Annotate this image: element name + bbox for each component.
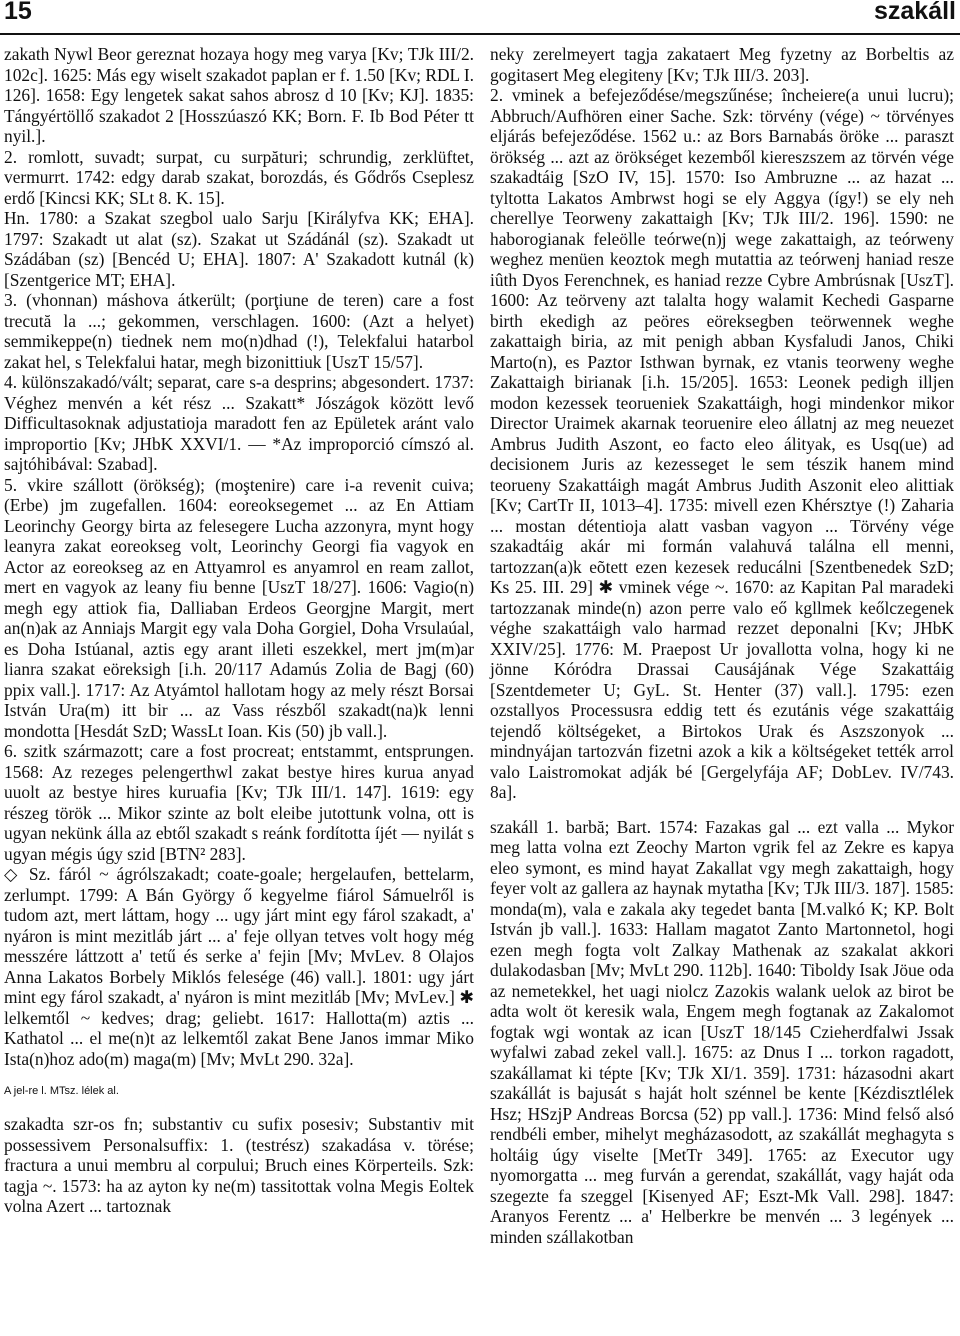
entry-paragraph: 5. vkire szállott (örökség); (moştenire) care i-a revenit cuiva; (Erbe) jm zugefallen. 1604: eoreoksegemet ... az En Attiam Leorinchy Georgy birta az felesegere Lucha azzonyra, mynt hogy leanyra zakat eoreokseg volt, Leorinchy Georgi fia vagyok en Actor az eoreokseg az en Attyamrol es anyamrol en ream zallot, mert en vagyok az leany fiu benne [UszT 18/27]. 1606: Vagio(n) megh egy attiok fia, Dalliaban Erdeos Georgjne Margit, mert an(n)ak az Anniajs Margit egy vala Doha Gorgiel, Doha Vrsulaúal, es Doha Istúanal, aztis egy arant illeti eszekkel, mert jm(m)ar lianra szakat eöreksigh [i.h. 20/117 Adamús Zolia de Bagj (60) ppix vall.]. 1717: Az Atyámtol hallotam hogy az mely részt Borsai István Ura(m) itt bir ... az Vass részből szakadt(na)k lenni mondotta [Hesdát SzD; WassLt Ioan. Kis (50) jb vall.]. [4, 474, 474, 741]
running-head: szakáll [873, 0, 956, 25]
entry-paragraph: szakáll 1. barbă; Bart. 1574: Fazakas gal ... ezt valla ... Mykor meg latta volna ezt Zeochy Marton vgrik fel az Zekre es kapya eleo symont, es mind hayat Zakallat vgy megh zakattaigh, hogy feyer volt az gallera az haynak mytatha [Kv; TJk III/3. 187]. 1585: monda(m), vala e zakala aky tegedet banta [M.valkó K; KP. Bolt István jb vall.]. 1633: Hallam magatot Zanto Martonnetol, hogi ezen megh fogta volt Zalkay Mathenak az szakalat akkori dulakodasban [Mv; MvLt 290. 112b]. 1640: Tiboldy Isak Jöue oda az nemetekkel, het uagi niolcz Zazokis walank uelok az birot be adta wolt öt keresik wala, Engem megh fogtanak az Zakalomot fogtak wgi wontak az ican [UszT 18/145 Czieherdfalwi Jssak wyfalwi zabad zekel vall.]. 1675: az Dnus I ... torkon ragadott, szakállamat ki tépte [Kv; TJk XI/1. 359]. 1731: házasodni akart szakállát is bajusát s haját holt szénnel be kente [Kézdisztlélek Hsz; HSzjP Andreas Borcsa (52) pp vall.]. 1736: Mind felső alsó rendbéli ember, mihelyt megházasodott, az szakállát meghagyta s holtáig úgy viselte [MetTr 349]. 1765: az Executor ugy nyomorgatta ... meg furván a gerendat, szakállát, vagy haját oda szegezte fa szeggel [Kisenyed AF; Eszt-Mk Vall. 298]. 1847: Aranyos Ferentz ... a' Helberkre be menvén ... 3 legények ... minden szállakotban [490, 816, 954, 1247]
entry-gap [490, 803, 954, 817]
entry-paragraph: szakadta szr-os fn; substantiv cu sufix posesiv; Substantiv mit possessivem Personalsuffix: 1. (testrész) szakadása v. törése; fractura a unui membru al corpului; Bruch eines Körperteils. Szk: tagja ~. 1573: ha az ayton ky ne(m) tassitottak volna Megis Eoltek volna Azert ... tartoznak [4, 1114, 474, 1216]
entry-paragraph: ◇ Sz. fáról ~ ágrólszakadt; coate-goale; hergelaufen, bettelarm, zerlumpt. 1799: A Bán György ő kegyelme fiárol Sámuelről is tudom azt, mert láttam, hogy ... ugy járt mint egy fárol szakadt, a' nyáron is mint mezitláb járt ... a' feje ollyan tetves volt hogy még messzére láttzott a' tetű és serke a' fejin [Mv; MvLev. 8 Olajos Anna Lakatos Borbely Miklós felesége (46) vall.]. 1801: ugy járt mint egy fárol szakadt, a' nyáron is mint mezitláb [Mv; MvLev.] ✱ lelkemtől ~ kedves; drag; geliebt. 1617: Hallotta(m) aztis ... Kathatol ... el me(n)t az lelkemtől zakat Bene Janos immar Miko Ista(n)hoz ado(m) maga(m) [Mv; MvLt 290. 32a]. [4, 864, 474, 1069]
footnote: A jel-re l. MTsz. lélek al. [4, 1085, 119, 1097]
entry-paragraph: 4. különszakadó/vált; separat, care s-a desprins; abgesondert. 1737: Véghez menvén a két rész ... Szakatt* Jószágok között levő Difficultasoknak adjustatioja maradott fen az Epületek aránt valo improportio [Kv; JHbK XXVI/1. — *Az improporció címszó al. sajtóhibával: Szabad]. [4, 372, 474, 474]
page-header [0, 0, 960, 30]
entry-paragraph: neky zerelmeyert tagja zakataert Meg fyzetny az Borbeltis az gogitasert Meg elegiteny [Kv; TJk III/3. 203]. [490, 44, 954, 85]
entry-paragraph: Hn. 1780: a Szakat szegbol ualo Sarju [Királyfva KK; EHA]. 1797: Szakadt ut alat (sz). Szakat ut Szádánál (sz). Szakadt ut Szádában (sz) [Bencéd U; EHA]. 1807: A' Szakadott kutnál (k) [Szentgerice MT; EHA]. [4, 208, 474, 290]
entry-paragraph: 2. vminek a befejeződése/megszűnése; încheiere(a unui lucru); Abbruch/Aufhören einer Sache. Szk: törvény (vége) ~ törvényes eljárás befejeződése. 1562 u.: az Bors Barnabás öröke ... paraszt örökség ... azt az örökséget kezemből kiereszszem az törvén vége szakadtáig [SzO IV, 15]. 1570: Iso Ambruzne ... az hazat ... tyltotta Lakatos Ambrwst hogi se ely Aggya (így!) se ely neh cherellye Teorweny zakattaigh [Kv; TJk III/2. 196]. 1590: ne haborogianak feleölle teórwe(n)j wege zakattaigh, az teórweny weghez menüen keoztok megh mutattia az teórwenj haniad resze iûth Dyos Ferenchnek, es haniad rezze Cybre Ambrúsnak [UszT]. 1600: Az teörveny azt talalta hogy walamit Kechedi Gasparne birth ekedigh az peöres eöreksegben teörwennek weghe zakattaigh biria, az mit penigh abban Kysfaludi Janos, Chiki Marto(n), es Paztor Isthwan byrnak, ez vtanis teorweny weghe Zakattaigh birianak [i.h. 15/205]. 1653: Leonek pedigh illjen modon kezessek teorueniek Szakattáigh, hogi mindenkor mikor Director Uraimek akarnak teoruenire eleo állatnj az meg neuezet Ambrus Judith Aszont, eo facto eleo álityak, es Usq(ue) ad decisionem Juris az kezesseget le sem tészik hanem mind teorueny Szakattáigh magát Ambrus Judith Aszonit eleo alittiak [Kv; CartTr II, 1013–4]. 1735: mivell ezen Khérsztye (!) Zaharia ... mostan détentioja alatt vasban vagyon ... Törvény vége szakadtáig akár mi formán valahuvá találna ell menni, tartozzan(a)k eõtett ezen kezesek reducálni [Szentbenedek SzD; Ks 25. III. 29] ✱ vminek vége ~. 1670: az Kapitan Pal maradeki tartozzanak minde(n) azon perre valo eő kgllmek keőlczegenek véghe szakattáigh valo harmad rezzet deponalni [Kv; JHbK XXIV/25]. 1776: M. Praepost Ur jovallotta volna, hogy ki ne jönne Kóródra Drassai Causájának Vége Szakattáig [Szentdemeter U; GyL. St. Henter (37) vall.]. 1795: ezen ozstallyos Processusra eddig tett és ezutánis vége szakattáig tejendő költségeket, a Birtokos Urak és Aszszonyok ... mindnyájan tartozván fizetni azok a kik a költségeket tették arrol valo Laistromokat adják bé [Gergelyfája AF; DobLev. IV/743. 8a]. [490, 85, 954, 802]
entry-paragraph: 3. (vhonnan) máshova átkerült; (porţiune de teren) care a fost trecută la ...; gekommen, verschlagen. 1600: (Azt a helyet) semmikeppe(n) tiednek nem mo(n)dhad (!), Telekfalui hatarbol zakat hel, s Telekfalui hatar, megh bizonittiuk [UszT 15/57]. [4, 290, 474, 372]
left-column [4, 44, 474, 1217]
entry-paragraph: 2. romlott, suvadt; surpat, cu surpături; schrundig, zerklüftet, vermurrt. 1742: edgy darab szakat, borozdás, és Gődrős Cseplesz erdő [Kincsi KK; SLt 8. K. 15]. [4, 146, 474, 208]
entry-paragraph: 6. szitk származott; care a fost procreat; entstammt, entsprungen. 1568: Az rezeges pelengerthwl zakat bestye hires kurua anyad uuolt az bestye hires kuruafia [Kv; TJk III/1. 147]. 1619: egy részeg török ... Mikor szinte az bolt eleibe jutottunk volna, ott is ugyan nekünk álla az ebtől szakadt s reánk fordította íjét — nyilát s ugyan mégis úgy szid [BTN² 283]. [4, 741, 474, 864]
right-column [490, 44, 954, 1247]
entry-paragraph: zakath Nywl Beor gereznat hozaya hogy meg varya [Kv; TJk III/2. 102c]. 1625: Más egy wiselt szakadot paplan er f. 1.50 [Kv; RDL I. 126]. 1658: Egy lengetek sakat sahos abrosz d 10 [Kv; KJ]. 1835: Tángyértöllő szakadot 2 [Hosszúaszó KK; Born. F. Ib Bod Péter tt nyil.]. [4, 44, 474, 146]
header-rule [0, 33, 960, 35]
page-number: 15 [4, 0, 32, 25]
